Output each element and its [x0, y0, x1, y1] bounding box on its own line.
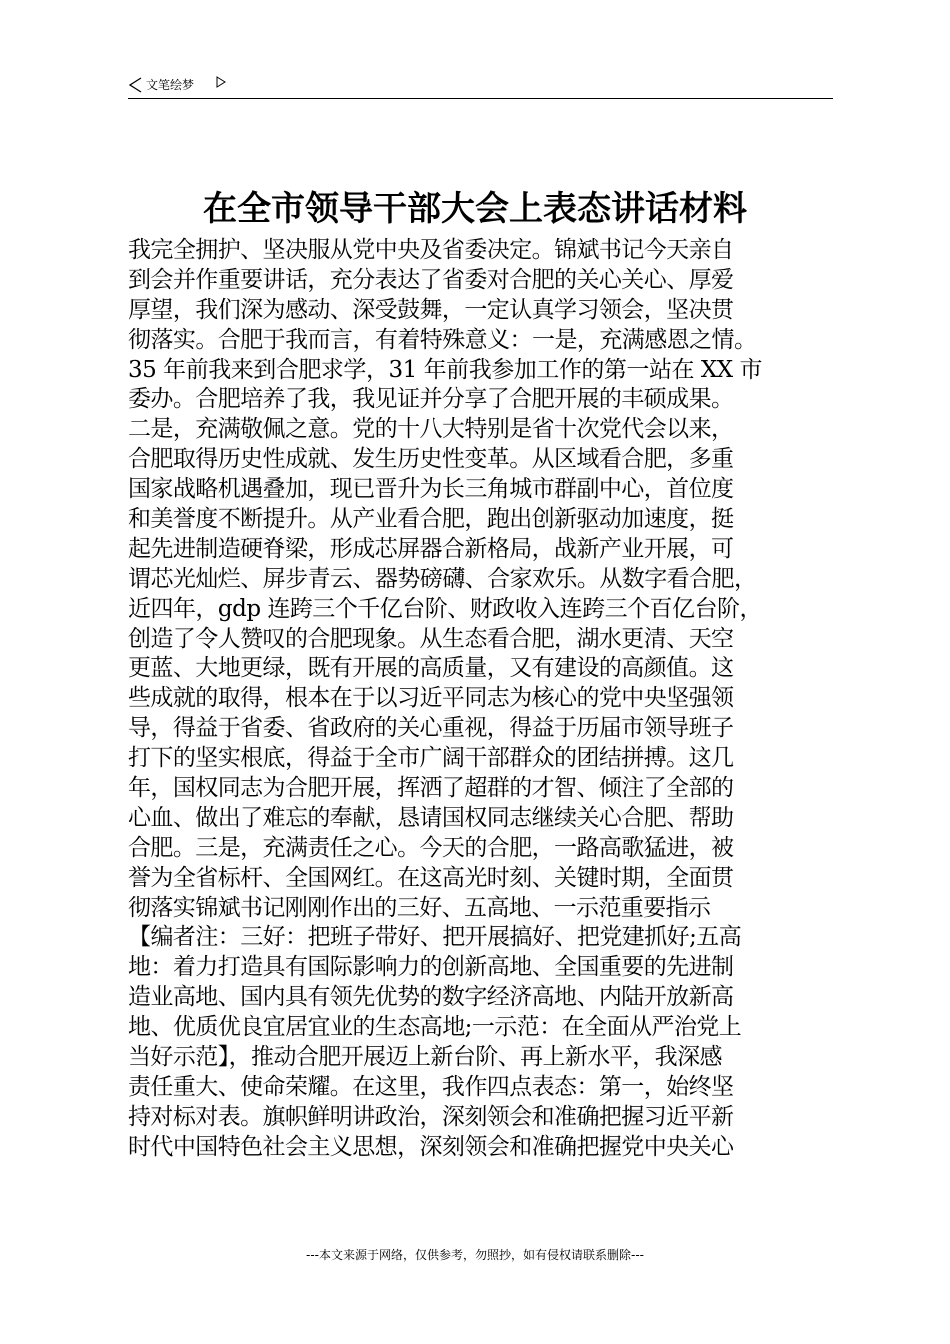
body-line: 二是，充满敬佩之意。党的十八大特别是省十次党代会以来，: [128, 416, 734, 443]
body-line: 心血、做出了难忘的奉献，恳请国权同志继续关心合肥、帮助: [128, 804, 734, 831]
header-label: 文笔绘梦: [146, 78, 195, 92]
body-line: 持对标对表。旗帜鲜明讲政治，深刻领会和准确把握习近平新: [128, 1103, 734, 1130]
body-line: 谓芯光灿烂、屏步青云、器势磅礴、合家欢乐。从数字看合肥，: [128, 565, 757, 592]
body-line: 年，国权同志为合肥开展，挥洒了超群的才智、倾注了全部的: [128, 775, 734, 802]
body-line: 些成就的取得，根本在于以习近平同志为核心的党中央坚强领: [128, 685, 734, 712]
body-line: 造业高地、国内具有领先优势的数字经济高地、内陆开放新高: [128, 984, 734, 1011]
body-line: 更蓝、大地更绿，既有开展的高质量，又有建设的高颜值。这: [128, 655, 734, 682]
body-line: 彻落实。合肥于我而言，有着特殊意义：一是，充满感恩之情。: [128, 326, 757, 353]
body-line: 打下的坚实根底，得益于全市广阔干部群众的团结拼搏。这几: [128, 745, 734, 772]
body-line: 导，得益于省委、省政府的关心重视，得益于历届市领导班子: [128, 715, 734, 742]
body-line: 35 年前我来到合肥求学，31 年前我参加工作的第一站在 XX 市: [128, 356, 763, 383]
body-line: 创造了令人赞叹的合肥现象。从生态看合肥，湖水更清、天空: [128, 625, 734, 652]
body-line: 时代中国特色社会主义思想，深刻领会和准确把握党中央关心: [128, 1133, 734, 1160]
body-line: 和美誉度不断提升。从产业看合肥，跑出创新驱动加速度，挺: [128, 506, 734, 533]
body-line: 近四年，gdp 连跨三个千亿台阶、财政收入连跨三个百亿台阶，: [128, 595, 762, 622]
body-line: 委办。合肥培养了我，我见证并分享了合肥开展的丰硕成果。: [128, 386, 734, 413]
body-line: 地：着力打造具有国际影响力的创新高地、全国重要的先进制: [128, 954, 734, 981]
body-line: 起先进制造硬脊梁，形成芯屏器合新格局，战新产业开展，可: [128, 535, 734, 562]
body-line: 誉为全省标杆、全国网红。在这高光时刻、关键时期，全面贯: [128, 864, 734, 891]
body-line: 我完全拥护、坚决服从党中央及省委决定。锦斌书记今天亲自: [128, 237, 734, 263]
body-line: 彻落实锦斌书记刚刚作出的三好、五高地、一示范重要指示: [128, 894, 711, 921]
body-line: 国家战略机遇叠加，现已晋升为长三角城市群副中心，首位度: [128, 476, 734, 503]
body-line: 当好示范】，推动合肥开展迈上新台阶、再上新水平，我深感: [128, 1044, 722, 1071]
right-triangle-icon: [216, 76, 226, 88]
body-line: 地、优质优良宜居宜业的生态高地;一示范：在全面从严治党上: [128, 1014, 742, 1041]
body-line: 合肥。三是，充满责任之心。今天的合肥，一路高歌猛进，被: [128, 834, 734, 861]
document-title: 在全市领导干部大会上表态讲话材料: [203, 189, 747, 229]
body-line: 厚望，我们深为感动、深受鼓舞，一定认真学习领会，坚决贯: [128, 296, 734, 323]
page-footer: ---本文来源于网络，仅供参考，勿照抄，如有侵权请联系删除---: [306, 1248, 644, 1262]
left-triangle-icon: [128, 77, 144, 93]
body-line: 【编者注：三好：把班子带好、把开展搞好、把党建抓好;五高: [128, 924, 742, 951]
page-header: [128, 74, 833, 99]
body-line: 到会并作重要讲话，充分表达了省委对合肥的关心关心、厚爱: [128, 266, 734, 293]
body-line: 责任重大、使命荣耀。在这里，我作四点表态：第一，始终坚: [128, 1073, 734, 1100]
body-text: [128, 236, 848, 1163]
body-line: 合肥取得历史性成就、发生历史性变革。从区域看合肥，多重: [128, 446, 734, 473]
